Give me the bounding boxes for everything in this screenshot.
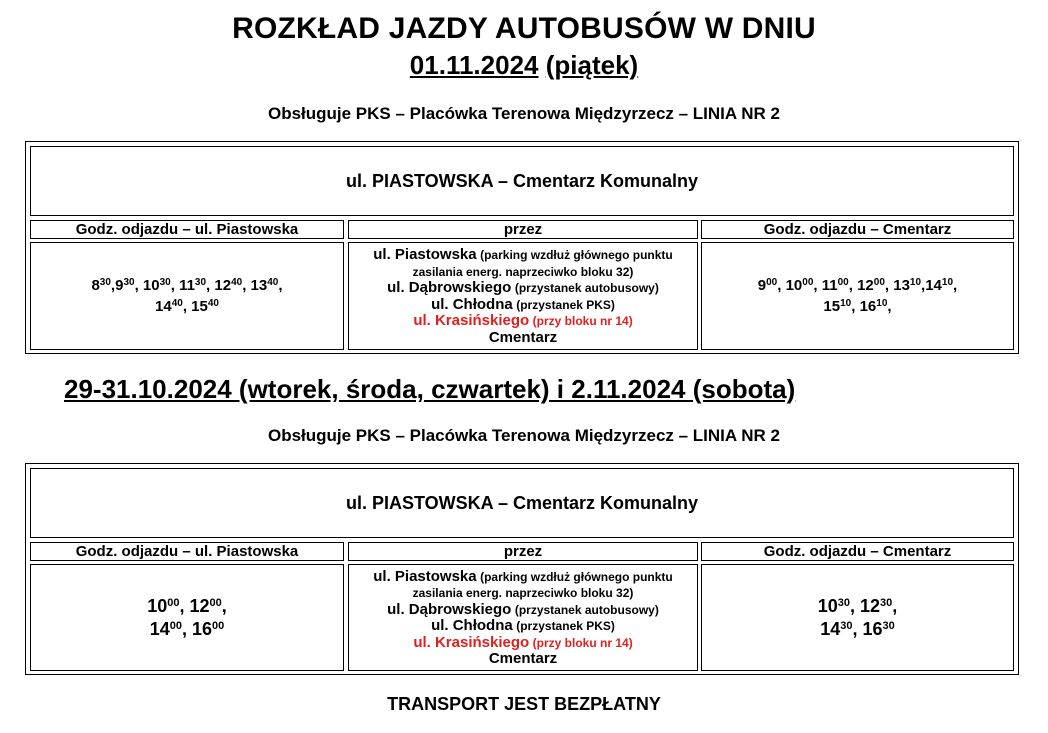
departure-times-piastowska — [30, 242, 344, 350]
departure-time: $11^{30}$, — [179, 277, 215, 294]
departure-time: $15^{10}$, — [823, 298, 860, 315]
stop-piastowska: ul. Piastowska — [373, 246, 477, 263]
header-departure-cemetery: Godz. odjazdu – Cmentarz — [701, 220, 1014, 239]
departure-time: $9^{30}$, — [115, 277, 143, 294]
stop-cmentarz: Cmentarz — [488, 650, 558, 667]
departure-time: $9^{00}$, — [757, 277, 786, 294]
operator-line-1: Obsługuje PKS – Placówka Terenowa Międzyrzecz – LINIA NR 2 — [267, 104, 781, 123]
stop-chlodna: ul. Chłodna — [431, 617, 513, 634]
page-title: ROZKŁAD JAZDY AUTOBUSÓW W DNIU — [232, 12, 816, 45]
stop-dabrowskiego: ul. Dąbrowskiego — [387, 600, 512, 618]
departure-time: $10^{30}$, — [142, 277, 180, 294]
departure-time: $13^{10}$, — [893, 277, 926, 294]
route-title: ul. PIASTOWSKA – Cmentarz Komunalny — [30, 468, 1014, 538]
departure-time: $16^{10}$, — [859, 298, 892, 315]
departure-time: $16^{30}$ — [862, 618, 895, 639]
departure-time: $10^{30}$, — [817, 595, 860, 616]
stop-chlodna: ul. Chłodna — [431, 295, 513, 313]
footer-note: TRANSPORT JEST BEZPŁATNY — [387, 694, 661, 714]
departure-times-cemetery — [701, 242, 1014, 350]
via-stops: ul. Piastowska (parking wzdłuż głównego punktu zasilania energ. naprzeciwko bloku 32) ul. Dąbrowskiego (przystanek autobusowy) ul. Chłodna (przystanek PKS) ul. Krasińskiego (przy bloku nr 14) Cmentarz — [348, 242, 698, 350]
departure-time: $12^{00}$, — [189, 595, 227, 616]
departure-times-cemetery — [701, 564, 1014, 671]
departure-time: $14^{00}$, — [149, 618, 192, 639]
route-title: ul. PIASTOWSKA – Cmentarz Komunalny — [30, 146, 1014, 216]
departure-times-piastowska — [30, 564, 344, 671]
operator-line-2: Obsługuje PKS – Placówka Terenowa Międzyrzecz – LINIA NR 2 — [267, 426, 781, 445]
departure-time: $13^{40}$, — [250, 277, 283, 294]
departure-time: $16^{00}$ — [192, 618, 225, 639]
departure-time: $10^{00}$, — [785, 277, 822, 294]
timetable-2 — [25, 463, 1019, 675]
stop-cmentarz: Cmentarz — [488, 328, 558, 346]
stop-krasinskiego: ul. Krasińskiego — [413, 312, 530, 329]
stop-piastowska: ul. Piastowska — [373, 567, 477, 585]
header-via: przez — [348, 542, 698, 561]
header-departure-piastowska: Godz. odjazdu – ul. Piastowska — [30, 220, 344, 239]
departure-time: $10^{00}$, — [147, 595, 190, 616]
header-departure-piastowska: Godz. odjazdu – ul. Piastowska — [30, 542, 344, 561]
departure-time: $11^{00}$, — [821, 277, 858, 294]
departure-time: $14^{30}$, — [820, 618, 863, 639]
day-1: (piątek) — [545, 50, 639, 80]
departure-time: $8^{30}$, — [91, 277, 116, 294]
stop-dabrowskiego: ul. Dąbrowskiego — [387, 279, 512, 296]
date-heading-1 — [0, 50, 1048, 81]
via-stops: ul. Piastowska (parking wzdłuż głównego punktu zasilania energ. naprzeciwko bloku 32) ul. Dąbrowskiego (przystanek autobusowy) ul. Chłodna (przystanek PKS) ul. Krasińskiego (przy bloku nr 14) Cmentarz — [348, 564, 698, 671]
departure-time: $12^{00}$, — [857, 277, 894, 294]
departure-time: $15^{40}$ — [191, 298, 219, 315]
departure-time: $14^{40}$, — [155, 298, 192, 315]
departure-time: $12^{40}$, — [214, 277, 251, 294]
timetable-1 — [25, 141, 1019, 354]
departure-time: $14^{10}$, — [925, 277, 958, 294]
departure-time: $12^{30}$, — [860, 595, 898, 616]
date-heading-2: 29-31.10.2024 (wtorek, środa, czwartek) i 2.11.2024 (sobota) — [64, 374, 796, 404]
date-1: 01.11.2024 — [409, 50, 539, 80]
header-departure-cemetery: Godz. odjazdu – Cmentarz — [701, 542, 1014, 561]
header-via: przez — [348, 220, 698, 239]
stop-krasinskiego: ul. Krasińskiego — [413, 633, 530, 651]
